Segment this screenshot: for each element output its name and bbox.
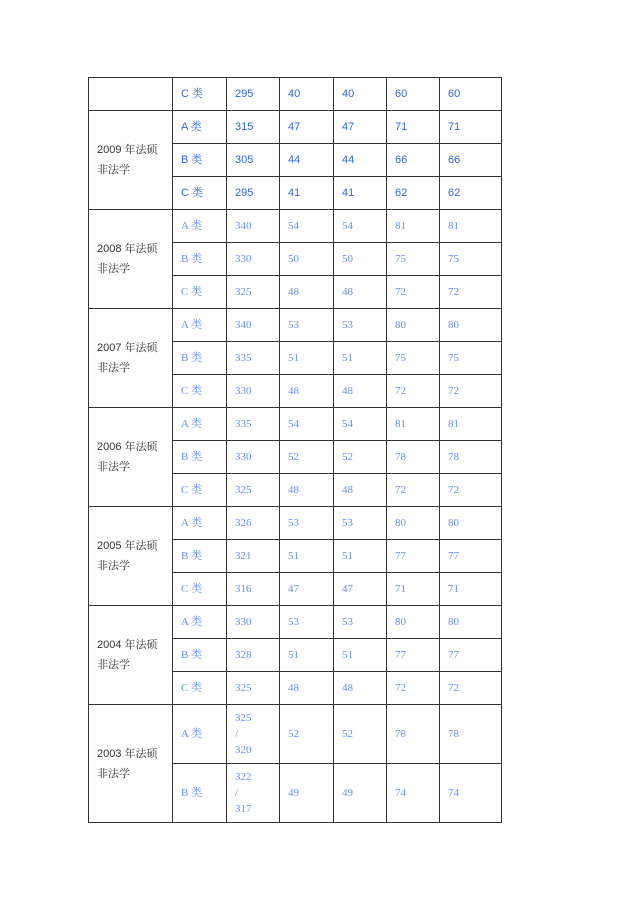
total-score-cell: 330	[227, 441, 280, 474]
subject-score-cell: 71	[440, 573, 502, 606]
subject-score-cell: 51	[280, 639, 334, 672]
year-label: 2007 年法硕	[97, 342, 158, 354]
subject-score-cell: 72	[387, 672, 440, 705]
category-cell: A 类	[173, 210, 227, 243]
table-row	[89, 606, 502, 639]
year-label: 2005 年法硕	[97, 540, 158, 552]
category-cell: C 类	[173, 672, 227, 705]
table-row	[89, 705, 502, 764]
total-score-cell: 325	[227, 672, 280, 705]
subject-score-cell: 72	[440, 276, 502, 309]
category-cell: B 类	[173, 144, 227, 177]
subject-score-cell: 81	[387, 210, 440, 243]
subject-score-cell: 52	[334, 441, 387, 474]
total-score-part: /	[235, 728, 239, 740]
program-label: 非法学	[97, 767, 130, 780]
year-label-cell	[89, 210, 173, 309]
year-label-cell	[89, 606, 173, 705]
year-label: 2003 年法硕	[97, 747, 158, 760]
subject-score-cell: 48	[334, 672, 387, 705]
table-row	[89, 210, 502, 243]
subject-score-cell: 48	[334, 375, 387, 408]
category-cell: C 类	[173, 573, 227, 606]
program-label: 非法学	[97, 659, 130, 671]
subject-score-cell: 52	[334, 705, 387, 764]
category-cell: B 类	[173, 639, 227, 672]
subject-score-cell: 53	[280, 507, 334, 540]
subject-score-cell: 48	[280, 672, 334, 705]
subject-score-cell: 72	[440, 672, 502, 705]
subject-score-cell: 51	[334, 639, 387, 672]
subject-score-cell: 54	[334, 210, 387, 243]
subject-score-cell: 47	[280, 573, 334, 606]
year-label: 2009 年法硕	[97, 144, 158, 156]
subject-score-cell: 48	[334, 474, 387, 507]
total-score-cell: 295	[227, 78, 280, 111]
category-cell: B 类	[173, 243, 227, 276]
year-label: 2006 年法硕	[97, 441, 158, 453]
subject-score-cell: 72	[387, 474, 440, 507]
subject-score-cell: 77	[440, 639, 502, 672]
program-label: 非法学	[97, 461, 130, 473]
subject-score-cell: 80	[440, 309, 502, 342]
subject-score-cell: 72	[387, 375, 440, 408]
subject-score-cell: 50	[280, 243, 334, 276]
subject-score-cell: 78	[387, 705, 440, 764]
program-label: 非法学	[97, 362, 130, 374]
subject-score-cell: 66	[387, 144, 440, 177]
subject-score-cell: 48	[280, 474, 334, 507]
year-label-cell	[89, 507, 173, 606]
subject-score-cell: 78	[440, 705, 502, 764]
year-label-cell	[89, 78, 173, 111]
total-score-cell: 330	[227, 375, 280, 408]
subject-score-cell: 41	[280, 177, 334, 210]
subject-score-cell: 44	[334, 144, 387, 177]
total-score-cell: 305	[227, 144, 280, 177]
category-cell: A 类	[173, 309, 227, 342]
category-cell: B 类	[173, 441, 227, 474]
table-row	[89, 507, 502, 540]
total-score-cell: 330	[227, 243, 280, 276]
year-label: 2004 年法硕	[97, 639, 158, 651]
category-cell: C 类	[173, 78, 227, 111]
total-score-cell: 325	[227, 276, 280, 309]
subject-score-cell: 52	[280, 705, 334, 764]
category-cell: C 类	[173, 474, 227, 507]
total-score-cell: 316	[227, 573, 280, 606]
total-score-part: 325	[235, 712, 252, 724]
total-score-part: 322	[235, 771, 252, 783]
subject-score-cell: 44	[280, 144, 334, 177]
subject-score-cell: 77	[387, 639, 440, 672]
subject-score-cell: 53	[334, 507, 387, 540]
subject-score-cell: 51	[280, 540, 334, 573]
total-score-cell	[227, 764, 280, 823]
subject-score-cell: 80	[440, 507, 502, 540]
category-cell: A 类	[173, 408, 227, 441]
total-score-cell: 335	[227, 408, 280, 441]
subject-score-cell: 50	[334, 243, 387, 276]
subject-score-cell: 53	[334, 309, 387, 342]
subject-score-cell: 78	[440, 441, 502, 474]
subject-score-cell: 53	[334, 606, 387, 639]
subject-score-cell: 60	[440, 78, 502, 111]
subject-score-cell: 40	[280, 78, 334, 111]
subject-score-cell: 62	[387, 177, 440, 210]
subject-score-cell: 51	[334, 342, 387, 375]
table-row	[89, 309, 502, 342]
subject-score-cell: 77	[440, 540, 502, 573]
subject-score-cell: 74	[440, 764, 502, 823]
subject-score-cell: 54	[280, 210, 334, 243]
subject-score-cell: 52	[280, 441, 334, 474]
total-score-cell: 330	[227, 606, 280, 639]
subject-score-cell: 53	[280, 309, 334, 342]
subject-score-cell: 72	[387, 276, 440, 309]
subject-score-cell: 48	[334, 276, 387, 309]
total-score-cell: 340	[227, 309, 280, 342]
year-label-cell	[89, 111, 173, 210]
total-score-cell: 295	[227, 177, 280, 210]
subject-score-cell: 54	[334, 408, 387, 441]
year-label: 2008 年法硕	[97, 243, 158, 255]
total-score-cell: 326	[227, 507, 280, 540]
subject-score-cell: 48	[280, 276, 334, 309]
subject-score-cell: 47	[334, 573, 387, 606]
total-score-cell: 335	[227, 342, 280, 375]
subject-score-cell: 62	[440, 177, 502, 210]
category-cell: A 类	[173, 111, 227, 144]
subject-score-cell: 80	[387, 507, 440, 540]
subject-score-cell: 51	[280, 342, 334, 375]
subject-score-cell: 81	[440, 210, 502, 243]
subject-score-cell: 47	[334, 111, 387, 144]
category-cell: A 类	[173, 606, 227, 639]
subject-score-cell: 75	[440, 243, 502, 276]
subject-score-cell: 66	[440, 144, 502, 177]
subject-score-cell: 41	[334, 177, 387, 210]
subject-score-cell: 78	[387, 441, 440, 474]
subject-score-cell: 49	[334, 764, 387, 823]
subject-score-cell: 48	[280, 375, 334, 408]
year-label-cell	[89, 408, 173, 507]
subject-score-cell: 80	[440, 606, 502, 639]
program-label: 非法学	[97, 263, 130, 275]
year-label-cell	[89, 309, 173, 408]
score-table	[88, 77, 502, 823]
category-cell: C 类	[173, 375, 227, 408]
subject-score-cell: 60	[387, 78, 440, 111]
subject-score-cell: 75	[387, 243, 440, 276]
subject-score-cell: 81	[440, 408, 502, 441]
program-label: 非法学	[97, 560, 130, 572]
subject-score-cell: 71	[387, 573, 440, 606]
subject-score-cell: 74	[387, 764, 440, 823]
subject-score-cell: 72	[440, 474, 502, 507]
subject-score-cell: 49	[280, 764, 334, 823]
total-score-cell: 325	[227, 474, 280, 507]
subject-score-cell: 40	[334, 78, 387, 111]
program-label: 非法学	[97, 164, 130, 176]
subject-score-cell: 80	[387, 309, 440, 342]
table-row	[89, 111, 502, 144]
total-score-part: 317	[235, 803, 252, 815]
total-score-part: /	[235, 787, 239, 799]
category-cell: A 类	[173, 705, 227, 764]
table-row	[89, 78, 502, 111]
subject-score-cell: 53	[280, 606, 334, 639]
table-row	[89, 408, 502, 441]
category-cell: B 类	[173, 540, 227, 573]
category-cell: C 类	[173, 276, 227, 309]
total-score-cell	[227, 705, 280, 764]
subject-score-cell: 51	[334, 540, 387, 573]
subject-score-cell: 71	[387, 111, 440, 144]
subject-score-cell: 47	[280, 111, 334, 144]
subject-score-cell: 71	[440, 111, 502, 144]
subject-score-cell: 75	[387, 342, 440, 375]
category-cell: B 类	[173, 764, 227, 823]
year-label-cell	[89, 705, 173, 823]
subject-score-cell: 81	[387, 408, 440, 441]
category-cell: A 类	[173, 507, 227, 540]
total-score-cell: 328	[227, 639, 280, 672]
subject-score-cell: 72	[440, 375, 502, 408]
category-cell: B 类	[173, 342, 227, 375]
total-score-cell: 340	[227, 210, 280, 243]
category-cell: C 类	[173, 177, 227, 210]
total-score-cell: 315	[227, 111, 280, 144]
subject-score-cell: 75	[440, 342, 502, 375]
subject-score-cell: 54	[280, 408, 334, 441]
total-score-cell: 321	[227, 540, 280, 573]
subject-score-cell: 77	[387, 540, 440, 573]
subject-score-cell: 80	[387, 606, 440, 639]
total-score-part: 320	[235, 744, 252, 756]
